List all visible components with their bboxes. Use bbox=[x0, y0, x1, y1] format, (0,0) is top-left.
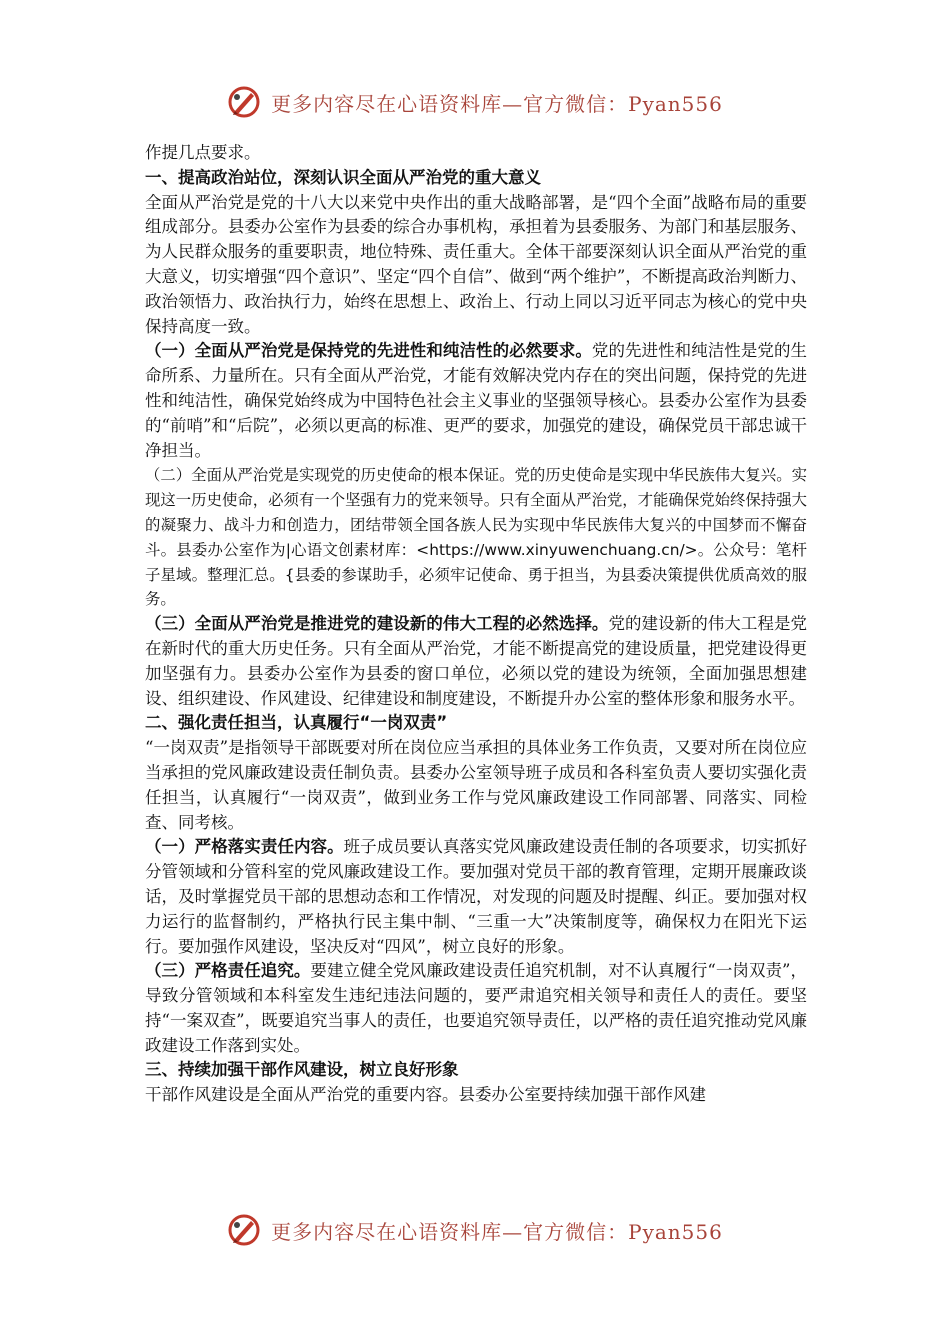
paragraph-intro-continued: 作提几点要求。 bbox=[145, 143, 261, 162]
subsection-1 bbox=[145, 339, 807, 463]
paragraph-3: 干部作风建设是全面从严治党的重要内容。县委办公室要持续加强干部作风建 bbox=[145, 1085, 706, 1105]
document-body bbox=[145, 141, 807, 1108]
header-banner bbox=[0, 80, 950, 124]
subsection-5-text: 要建立健全党风廉政建设责任追究机制，对不认真履行“一岗双责”，导致分管领域和本科室发生违纪违法问题的，要严肃追究相关领导和责任人的责任。要坚持“一案双查”，既要追究当事人的责任，也要追究领导责任，以严格的责任追究推动党风廉政建设工作落到实处。 bbox=[145, 961, 807, 1055]
pen-logo-icon bbox=[227, 1213, 261, 1247]
subsection-4 bbox=[145, 835, 807, 959]
section-heading-2: 二、强化责任担当，认真履行“一岗双责” bbox=[145, 713, 448, 733]
paragraph-1: 全面从严治党是党的十八大以来党中央作出的重大战略部署，是“四个全面”战略布局的重要组成部分。县委办公室作为县委的综合办事机构，承担着为县委服务、为部门和基层服务、为人民群众服务的重要职责，地位特殊、责任重大。全体干部要深刻认识全面从严治党的重大意义，切实增强“四个意识”、坚定“四个自信”、做到“两个维护”，不断提高政治判断力、政治领悟力、政治执行力，始终在思想上、政治上、行动上同以习近平同志为核心的党中央保持高度一致。 bbox=[145, 192, 807, 336]
subsection-4-text: 班子成员要认真落实党风廉政建设责任制的各项要求，切实抓好分管领域和分管科室的党风廉政建设工作。要加强对党员干部的教育管理，定期开展廉政谈话，及时掌握党员干部的思想动态和工作情况，对发现的问题及时提醒、纠正。要加强对权力运行的监督制约，严格执行民主集中制、“三重一大”决策制度等，确保权力在阳光下运行。要加强作风建设，坚决反对“四风”，树立良好的形象。 bbox=[145, 837, 808, 956]
pen-logo-icon bbox=[227, 85, 261, 119]
subsection-3-lead: （三）全面从严治党是推进党的建设新的伟大工程的必然选择。 bbox=[145, 614, 609, 634]
subsection-2: （二）全面从严治党是实现党的历史使命的根本保证。党的历史使命是实现中华民族伟大复兴。实现这一历史使命，必须有一个坚强有力的党来领导。只有全面从严治党，才能确保党始终保持强大的凝聚力、战斗力和创造力，团结带领全国各族人民为实现中华民族伟大复兴的中国梦而不懈奋斗。县委办公室作为|心语文创素材库：<https://www.xinyuwenchuang.cn/>。公众号：笔杆子星域。整理汇总。{县委的参谋助手，必须牢记使命、勇于担当，为县委决策提供优质高效的服务。 bbox=[145, 466, 807, 609]
section-heading-3: 三、持续加强干部作风建设，树立良好形象 bbox=[145, 1060, 459, 1080]
subsection-3-text: 党的建设新的伟大工程是党在新时代的重大历史任务。只有全面从严治党，才能不断提高党的建设质量，把党建设得更加坚强有力。县委办公室作为县委的窗口单位，必须以党的建设为统领，全面加强思想建设、组织建设、作风建设、纪律建设和制度建设，不断提升办公室的整体形象和服务水平。 bbox=[145, 614, 808, 708]
footer-banner-text: 更多内容尽在心语资料库—官方微信：Pyan556 bbox=[271, 1219, 723, 1244]
subsection-4-lead: （一）严格落实责任内容。 bbox=[145, 837, 344, 857]
subsection-1-lead: （一）全面从严治党是保持党的先进性和纯洁性的必然要求。 bbox=[145, 341, 592, 361]
subsection-3 bbox=[145, 612, 807, 711]
footer-banner bbox=[0, 1208, 950, 1252]
subsection-5 bbox=[145, 959, 807, 1058]
section-heading-1: 一、提高政治站位，深刻认识全面从严治党的重大意义 bbox=[145, 167, 541, 187]
subsection-5-lead: （三）严格责任追究。 bbox=[145, 961, 311, 981]
paragraph-2: “一岗双责”是指领导干部既要对所在岗位应当承担的具体业务工作负责，又要对所在岗位应当承担的党风廉政建设责任制负责。县委办公室领导班子成员和各科室负责人要切实强化责任担当，认真履行“一岗双责”，做到业务工作与党风廉政建设工作同部署、同落实、同检查、同考核。 bbox=[145, 738, 807, 832]
subsection-1-text: 党的先进性和纯洁性是党的生命所系、力量所在。只有全面从严治党，才能有效解决党内存在的突出问题，保持党的先进性和纯洁性，确保党始终成为中国特色社会主义事业的坚强领导核心。县委办公室作为县委的“前哨”和“后院”，必须以更高的标准、更严的要求，加强党的建设，确保党员干部忠诚干净担当。 bbox=[145, 341, 808, 460]
header-banner-text: 更多内容尽在心语资料库—官方微信：Pyan556 bbox=[271, 91, 723, 116]
